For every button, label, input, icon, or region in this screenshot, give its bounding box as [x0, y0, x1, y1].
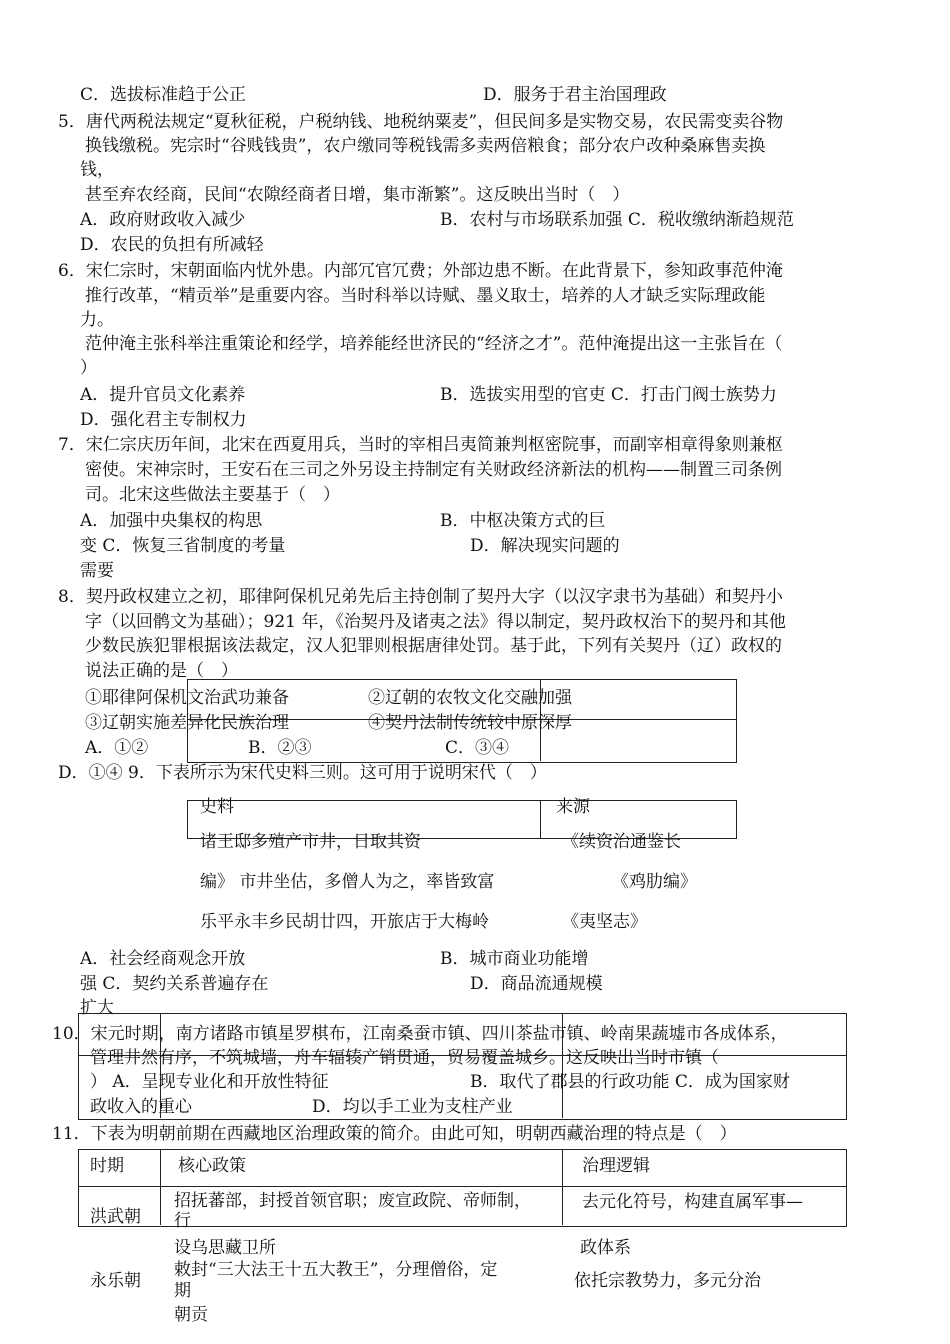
q11-row2-logic: 依托宗教势力，多元分治: [574, 1271, 761, 1291]
q8-line3: 少数民族犯罪根据该法裁定，汉人犯罪则根据唐律处罚。基于此，下列有关契丹（辽）政权的: [85, 636, 782, 656]
q10-line1: 10．宋元时期，南方诸路市镇星罗棋布，江南桑蚕市镇、四川茶盐市镇、岭南果蔬墟市各成体系，: [52, 1024, 788, 1044]
q8-item-3: ③辽朝实施差异化民族治理: [85, 713, 289, 733]
q6-line3: 力。: [80, 310, 114, 330]
q6-option-a: A．提升官员文化素养: [80, 385, 246, 405]
q6-option-d: D．强化君主专制权力: [80, 410, 247, 430]
q11-header-logic: 治理逻辑: [582, 1156, 650, 1176]
q7-line3: 司。北宋这些做法主要基于（ ）: [85, 485, 340, 505]
q7-option-d: D．解决现实问题的: [470, 536, 620, 556]
q11-row1-policy-c: 设乌思藏卫所: [174, 1238, 276, 1258]
q6-line2: 推行改革，“精贡举”是重要内容。当时科举以诗赋、墨义取士，培养的人才缺乏实际理政能: [85, 286, 766, 306]
q10-line4: 政收入的重心: [90, 1097, 192, 1117]
q9-line1: D．①④ 9．下表所示为宋代史料三则。这可用于说明宋代（ ）: [58, 763, 547, 783]
q6-line1: 6．宋仁宗时，宋朝面临内忧外患。内部冗官冗费；外部边患不断。在此背景下，参知政事范仲淹: [58, 261, 783, 281]
q9-row3-source: 《夷坚志》: [562, 912, 647, 932]
q10-line2: 管理井然有序，不筑城墙，舟车辐辏产销贯通，贸易覆盖城乡。这反映出当时市镇（: [90, 1048, 719, 1068]
q8-item-1: ①耶律阿保机文治武功兼备: [85, 688, 289, 708]
q8-line2: 字（以回鹘文为基础）；921 年，《治契丹及诸夷之法》得以制定，契丹政权治下的契丹和其他: [85, 612, 786, 632]
q9-row2-source: 《鸡肋编》: [612, 872, 697, 892]
q11-table-divider: [78, 1186, 846, 1187]
q8-line4: 说法正确的是（ ）: [85, 661, 238, 681]
q11-row1-logic-a: 去元化符号，构建直属军事—: [582, 1192, 803, 1212]
q5-line4: 甚至弃农经商，民间“农隙经商者日增，集市渐繁”。这反映出当时（ ）: [85, 185, 630, 205]
q9-header-origin: 来源: [556, 797, 590, 817]
q9-row3-text: 乐平永丰乡民胡廿四，开旅店于大梅岭: [200, 912, 489, 932]
q9-row1-source: 《续资治通鉴长: [562, 832, 681, 852]
q7-option-bc: 变 C．恢复三省制度的考量: [80, 536, 286, 556]
q11-header-period: 时期: [90, 1156, 124, 1176]
q9-option-d2: 扩大: [80, 998, 114, 1018]
q7-line2: 密使。宋神宗时，王安石在三司之外另设主持制定有关财政经济新法的机构——制置三司条例: [85, 460, 782, 480]
q11-row1-logic-b: 政体系: [580, 1238, 631, 1258]
q11-row1-policy-a: 招抚蕃部，封授首领官职；废宣政院、帝师制，: [174, 1191, 531, 1211]
q11-row2-policy-c: 朝贡: [174, 1305, 208, 1325]
q8-option-c: C．③④: [445, 738, 510, 758]
q9-option-b: B．城市商业功能增: [440, 949, 589, 969]
q10-line3: ） A．呈现专业化和开放性特征: [90, 1072, 329, 1092]
q8-item-4: ④契丹法制传统较中原深厚: [368, 713, 572, 733]
q4-option-c: C．选拔标准趋于公正: [80, 85, 247, 105]
q8-option-a: A．①②: [85, 738, 149, 758]
q11-table-line-right: [562, 1150, 563, 1225]
q7-option-b: B．中枢决策方式的巨: [440, 511, 606, 531]
q7-option-d2: 需要: [80, 561, 114, 581]
q11-row2-period: 永乐朝: [90, 1271, 141, 1291]
q7-line1: 7．宋仁宗庆历年间，北宋在西夏用兵，当时的宰相吕夷简兼判枢密院事，而副宰相章得象则兼枢: [58, 435, 783, 455]
q5-option-bc: B．农村与市场联系加强 C．税收缴纳渐趋规范: [440, 210, 794, 230]
q8-line1: 8．契丹政权建立之初，耶律阿保机兄弟先后主持创制了契丹大字（以汉字隶书为基础）和契丹小: [58, 587, 783, 607]
q9-row1-text: 诸王邸多殖产市井，日取其资: [200, 832, 421, 852]
q9-header-source: 史料: [200, 797, 234, 817]
q4-option-d: D．服务于君主治国理政: [483, 85, 667, 105]
q11-row2-policy-a: 敕封“三大法王十五大教王”，分理僧俗，定: [174, 1260, 498, 1280]
q11-table-line-left: [160, 1150, 161, 1225]
q8-option-b: B．②③: [248, 738, 312, 758]
q11-header-policy: 核心政策: [178, 1156, 246, 1176]
q9-row2-text: 编》 市井坐估，多僧人为之，率皆致富: [200, 872, 495, 892]
q8-item-2: ②辽朝的农牧文化交融加强: [368, 688, 572, 708]
q5-option-a: A．政府财政收入减少: [80, 210, 246, 230]
q6-option-bc: B．选拔实用型的官吏 C．打击门阀士族势力: [440, 385, 777, 405]
q7-option-a: A．加强中央集权的构思: [80, 511, 263, 531]
q11-row1-period: 洪武朝: [90, 1207, 141, 1227]
q6-line4: 范仲淹主张科举注重策论和经学，培养能经世济民的“经济之才”。范仲淹提出这一主张旨在（: [85, 334, 783, 354]
q5-line3: 钱，: [80, 160, 114, 180]
q9-table-column-line: [540, 800, 541, 838]
q10-option-b: B．取代了郡县的行政功能 C．成为国家财: [470, 1072, 790, 1092]
q6-line5: ）: [80, 358, 97, 378]
q5-line2: 换钱缴税。宪宗时“谷贱钱贵”，农户缴同等税钱需多卖两倍粮食；部分农户改种桑麻售卖换: [85, 136, 766, 156]
q5-option-d: D．农民的负担有所减轻: [80, 235, 264, 255]
q5-line1: 5．唐代两税法规定“夏秋征税，户税纳钱、地税纳粟麦”，但民间多是实物交易，农民需变卖谷物: [58, 112, 784, 132]
q11-row2-policy-b: 期: [174, 1281, 191, 1301]
q9-option-d: D．商品流通规模: [470, 974, 603, 994]
q9-option-bc: 强 C．契约关系普遍存在: [80, 974, 269, 994]
q11-line1: 11．下表为明朝前期在西藏地区治理政策的简介。由此可知，明朝西藏治理的特点是（ ）: [52, 1124, 737, 1144]
q10-option-d: D．均以手工业为支柱产业: [312, 1097, 513, 1117]
q9-option-a: A．社会经商观念开放: [80, 949, 246, 969]
q11-row1-policy-b: 行: [174, 1211, 191, 1231]
